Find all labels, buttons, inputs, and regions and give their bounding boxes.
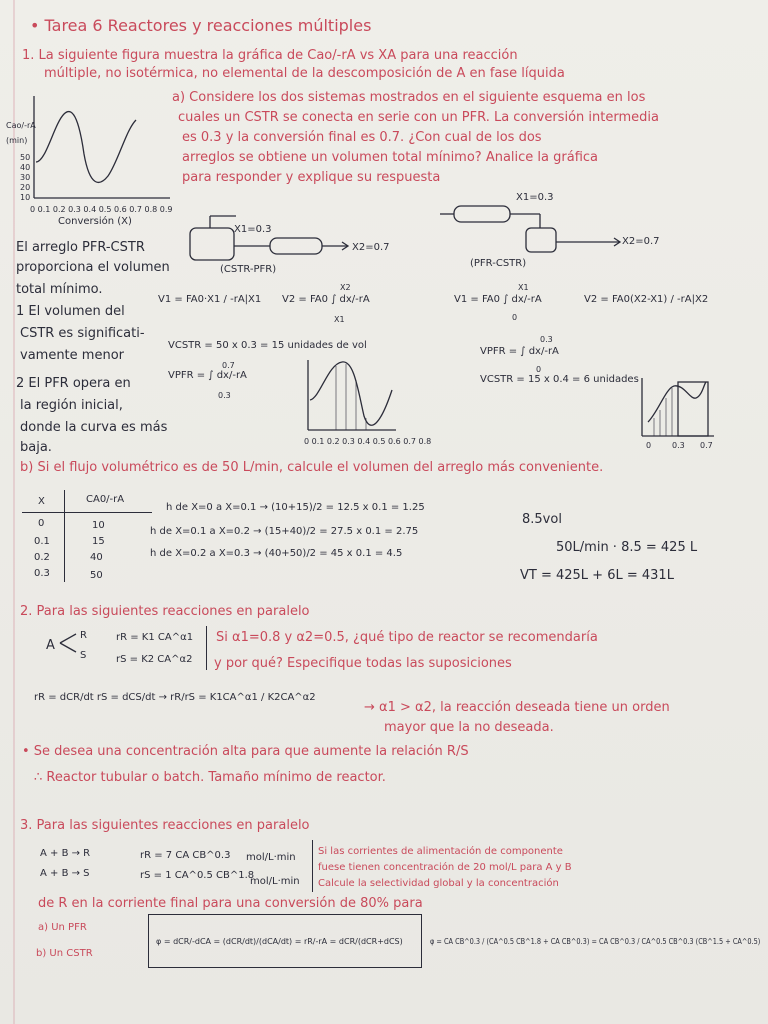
steps-sum: 8.5vol	[522, 512, 562, 527]
answer-line-6: vamente menor	[20, 348, 124, 363]
scheme-left-x1: X1=0.3	[234, 224, 272, 235]
p2-rate-s: rS = K2 CA^α2	[116, 654, 193, 665]
eq-right-vcstr: VCSTR = 15 x 0.4 = 6 unidades	[480, 374, 639, 385]
p3-option-a: a) Un PFR	[38, 922, 87, 933]
eq-left-v2: V2 = FA0 ∫ dx/-rA	[282, 294, 370, 305]
p3-option-b: b) Un CSTR	[36, 948, 93, 959]
graph-ytick-30: 30	[20, 173, 31, 182]
eq-left-v2-upper: X2	[340, 283, 351, 292]
p2-divider	[206, 626, 207, 670]
parallel-arrows-icon	[60, 630, 80, 656]
graph-ytick-40: 40	[20, 163, 31, 172]
p3-statement-2: fuese tienen concentración de 20 mol/L para A y B	[318, 862, 572, 873]
graph-xlabel: Conversión (X)	[58, 216, 132, 227]
answer-line-2: proporciona el volumen	[16, 260, 170, 275]
p2-scheme-r: R	[80, 630, 87, 641]
conversion-graph	[32, 96, 172, 204]
graph-ytick-10: 10	[20, 193, 31, 202]
p3-line-4: de R en la corriente final para una conversión de 80% para	[38, 896, 423, 911]
p1-line-4: cuales un CSTR se conecta en serie con un PFR. La conversión intermedia	[178, 110, 659, 125]
p1-line-1: 1. La siguiente figura muestra la gráfica de Cao/-rA vs XA para una reacción	[22, 48, 518, 63]
answer-line-4: 1 El volumen del	[16, 304, 125, 319]
scheme-cstr-pfr	[180, 208, 390, 268]
p3-rate-2: rS = 1 CA^0.5 CB^1.8	[140, 870, 255, 881]
table-header-rule	[22, 512, 152, 513]
p2-bullet-1: • Se desea una concentración alta para que aumente la relación R/S	[22, 744, 469, 759]
p2-bullet-2: ∴ Reactor tubular o batch. Tamaño mínimo de reactor.	[34, 770, 386, 785]
eq-right-vpfr-lower: 0	[536, 365, 542, 374]
table-cell-v-2: 40	[90, 552, 103, 563]
p1-line-3: a) Considere los dos sistemas mostrados en el siguiente esquema en los	[172, 90, 646, 105]
table-cell-x-3: 0.3	[34, 568, 50, 579]
scheme-pfr-cstr	[440, 190, 680, 260]
scheme-right-x2: X2=0.7	[622, 236, 660, 247]
volume-total: VT = 425L + 6L = 431L	[520, 568, 674, 583]
p3-rate-1: rR = 7 CA CB^0.3	[140, 850, 231, 861]
eq-vpfr-lower: 0.3	[218, 391, 231, 400]
answer-line-5: CSTR es significati-	[20, 326, 145, 341]
p3-heading: 3. Para las siguientes reacciones en paralelo	[20, 818, 310, 833]
p3-units-2: mol/L·min	[250, 876, 300, 887]
scheme-right-x1: X1=0.3	[516, 192, 554, 203]
answer-line-1: El arreglo PFR-CSTR	[16, 240, 145, 255]
eq-right-v1-upper: X1	[518, 283, 529, 292]
p2-rate-r: rR = K1 CA^α1	[116, 632, 194, 643]
table-cell-v-3: 50	[90, 570, 103, 581]
phi-definition: φ = dCR/-dCA = (dCR/dt)/(dCA/dt) = rR/-rA = dCR/(dCR+dCS)	[156, 937, 403, 946]
graph-ylabel: Cao/-rA (min)	[6, 121, 36, 145]
answer-line-10: baja.	[20, 440, 52, 455]
graph-ytick-20: 20	[20, 183, 31, 192]
table-column-rule	[64, 490, 65, 582]
eq-right-vpfr-upper: 0.3	[540, 335, 553, 344]
mini-graph-left	[306, 360, 398, 436]
answer-line-7: 2 El PFR opera en	[16, 376, 131, 391]
p3-statement-1: Si las corrientes de alimentación de componente	[318, 846, 563, 857]
table-header-x: X	[38, 496, 45, 507]
table-cell-x-0: 0	[38, 518, 45, 529]
mini-axis-right-03: 0.3	[672, 441, 685, 450]
p2-question-2: y por qué? Especifique todas las suposiciones	[214, 656, 512, 671]
p2-scheme-s: S	[80, 650, 87, 661]
table-cell-x-2: 0.2	[34, 552, 50, 563]
mini-graph-right	[640, 378, 716, 440]
eq-left-v2-lower: X1	[334, 315, 345, 324]
eq-right-v1-lower: 0	[512, 313, 518, 322]
eq-right-vpfr: VPFR = ∫ dx/-rA	[480, 346, 559, 357]
p3-divider	[312, 840, 313, 892]
p1-line-7: para responder y explique su respuesta	[182, 170, 441, 185]
p2-conclusion-2: mayor que la no deseada.	[384, 720, 554, 735]
scheme-left-x2: X2=0.7	[352, 242, 390, 253]
p2-conclusion-1: → α1 > α2, la reacción deseada tiene un orden	[364, 700, 670, 715]
p1-line-2: múltiple, no isotérmica, no elemental de la descomposición de A en fase líquida	[44, 66, 565, 81]
p3-units-1: mol/L·min	[246, 852, 296, 863]
p3-reaction-1: A + B → R	[40, 848, 91, 859]
mini-axis-left: 0 0.1 0.2 0.3 0.4 0.5 0.6 0.7 0.8	[304, 437, 432, 446]
phi-result: φ = CA CB^0.3 / (CA^0.5 CB^1.8 + CA CB^0.3) = CA CB^0.3 / CA^0.5 CB^0.3 (CB^1.5 + CA^0.5)	[430, 937, 761, 946]
table-cell-v-1: 15	[92, 536, 105, 547]
p3-reaction-2: A + B → S	[40, 868, 90, 879]
mini-axis-right-0: 0	[646, 441, 652, 450]
step-1: h de X=0 a X=0.1 → (10+15)/2 = 12.5 x 0.1 = 1.25	[166, 502, 425, 513]
p2-scheme-a: A	[46, 638, 55, 653]
table-header-cao: CA0/-rA	[86, 494, 125, 505]
step-3: h de X=0.2 a X=0.3 → (40+50)/2 = 45 x 0.1 = 4.5	[150, 548, 403, 559]
eq-vpfr-upper: 0.7	[222, 361, 235, 370]
eq-right-v2: V2 = FA0(X2-X1) / -rA|X2	[584, 294, 709, 305]
scheme-left-label: (CSTR-PFR)	[220, 264, 277, 275]
eq-vpfr: VPFR = ∫ dx/-rA	[168, 370, 247, 381]
table-cell-x-1: 0.1	[34, 536, 50, 547]
eq-right-v1: V1 = FA0 ∫ dx/-rA	[454, 294, 542, 305]
p2-question-1: Si α1=0.8 y α2=0.5, ¿qué tipo de reactor se recomendaría	[216, 630, 598, 645]
graph-ytick-50: 50	[20, 153, 31, 162]
eq-left-v1: V1 = FA0·X1 / -rA|X1	[158, 294, 262, 305]
answer-line-3: total mínimo.	[16, 282, 103, 297]
volume-calc: 50L/min · 8.5 = 425 L	[556, 540, 698, 555]
p3-statement-3: Calcule la selectividad global y la concentración	[318, 878, 559, 889]
answer-line-9: donde la curva es más	[20, 420, 168, 435]
p1b-question: b) Si el flujo volumétrico es de 50 L/min, calcule el volumen del arreglo más conveniente.	[20, 460, 604, 475]
p1-line-6: arreglos se obtiene un volumen total mínimo? Analice la gráfica	[182, 150, 598, 165]
p2-heading: 2. Para las siguientes reacciones en paralelo	[20, 604, 310, 619]
step-2: h de X=0.1 a X=0.2 → (15+40)/2 = 27.5 x 0.1 = 2.75	[150, 526, 419, 537]
p2-derivation: rR = dCR/dt rS = dCS/dt → rR/rS = K1CA^α1 / K2CA^α2	[34, 692, 316, 703]
table-cell-v-0: 10	[92, 520, 105, 531]
mini-axis-right-07: 0.7	[700, 441, 713, 450]
page-title: • Tarea 6 Reactores y reacciones múltiples	[30, 16, 372, 35]
scheme-right-label: (PFR-CSTR)	[470, 258, 527, 269]
eq-vcstr: VCSTR = 50 x 0.3 = 15 unidades de vol	[168, 340, 367, 351]
p1-line-5: es 0.3 y la conversión final es 0.7. ¿Con cual de los dos	[182, 130, 542, 145]
answer-line-8: la región inicial,	[20, 398, 123, 413]
graph-xticks: 0 0.1 0.2 0.3 0.4 0.5 0.6 0.7 0.8 0.9	[30, 205, 173, 214]
